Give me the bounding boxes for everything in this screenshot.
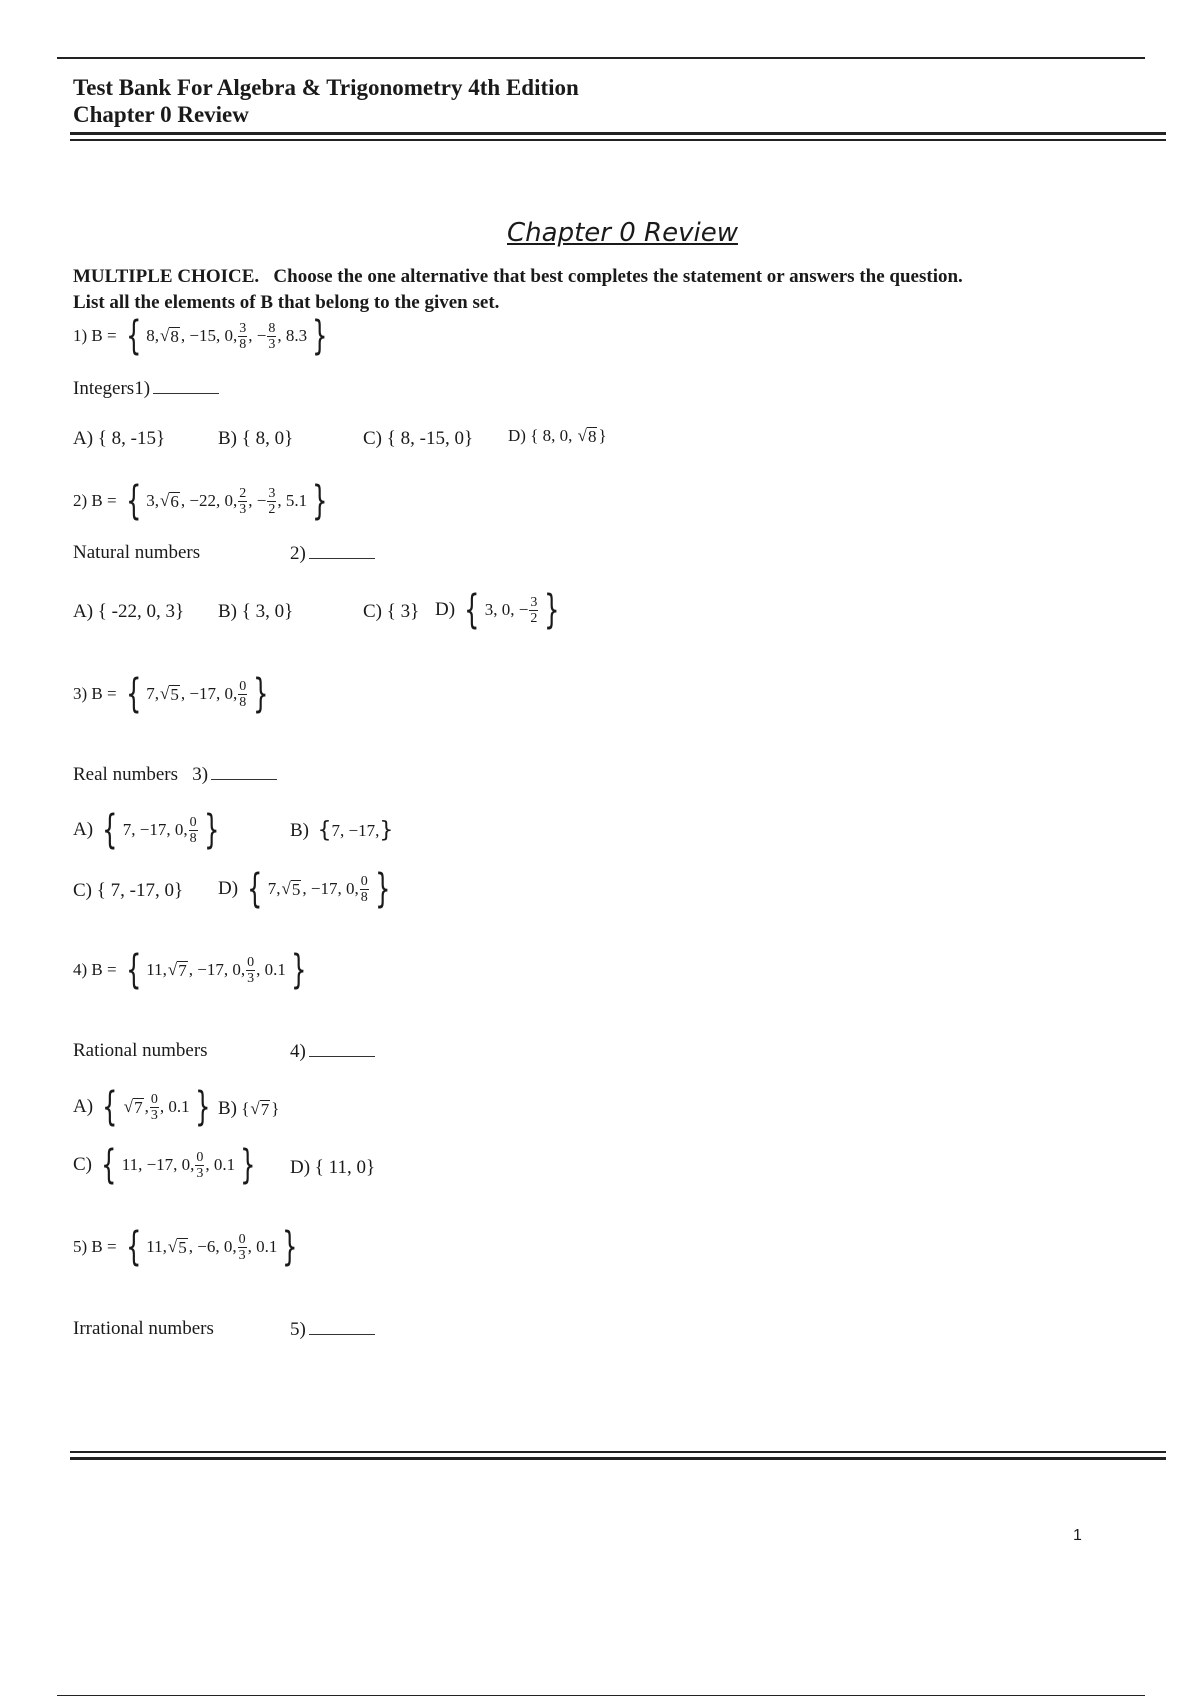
right-brace: } <box>240 1142 256 1188</box>
question-3-category <box>73 763 277 786</box>
right-brace: } <box>312 313 328 359</box>
right-brace: } <box>282 1224 298 1270</box>
fraction: $\frac{0}{8}$ <box>189 814 197 846</box>
q3-d-label: D) <box>218 878 239 899</box>
q2-d-set: 3, 0, − <box>484 600 529 619</box>
q4-c-set: 11, −17, 0, <box>121 1155 195 1174</box>
radical: √ 5 <box>281 879 301 899</box>
right-brace: } <box>194 1084 210 1130</box>
header-double-rule-bottom <box>70 139 1166 141</box>
q1-el: , 8.3 <box>277 326 308 345</box>
left-brace: { <box>125 478 142 524</box>
q1-option-b[interactable]: B) { 8, 0} <box>218 428 294 449</box>
right-brace: } <box>544 587 560 633</box>
right-brace: } <box>290 947 307 993</box>
q4-option-a[interactable]: A) { √ 7 , $\frac{0}{3}$ , 0.1 } <box>73 1084 210 1130</box>
q4-el: 11, <box>146 960 167 979</box>
q2-option-b[interactable]: B) { 3, 0} <box>218 601 294 622</box>
q3-b-set: 7, −17, <box>331 821 380 840</box>
q2-option-c[interactable]: C) { 3} <box>363 601 420 622</box>
q3-a-set: 7, −17, 0, <box>122 820 188 839</box>
q4-el: , −17, 0, <box>188 960 246 979</box>
answer-blank[interactable] <box>309 1040 375 1057</box>
fraction: $\frac{3}{2}$ <box>530 594 538 626</box>
radical: √ 7 <box>123 1097 143 1117</box>
left-brace: { <box>102 807 118 853</box>
q2-d-label: D) <box>435 599 456 620</box>
q3-el: 7, <box>146 684 160 703</box>
q1-d-close: } <box>598 426 607 445</box>
q3-option-a[interactable] <box>73 807 224 853</box>
question-5-number <box>290 1318 375 1341</box>
q1-el: , −15, 0, <box>180 326 238 345</box>
top-rule <box>57 57 1145 59</box>
fraction: $\frac{2}{3}$ <box>239 485 247 517</box>
footer-double-rule-top <box>70 1451 1166 1453</box>
radical: √ 8 <box>577 426 597 446</box>
q2-el: , 5.1 <box>277 491 308 510</box>
bottom-rule <box>57 1695 1145 1696</box>
q2-prefix: 2) B = <box>73 491 117 510</box>
instructions-line2: List all the elements of B that belong to the given set. <box>73 292 500 313</box>
q1-el: , − <box>248 326 267 345</box>
question-1-set <box>73 313 333 359</box>
question-2-set <box>73 478 333 524</box>
right-brace: } <box>374 866 391 912</box>
radical: √ 5 <box>160 684 179 704</box>
q2-number: 2) <box>290 543 306 564</box>
left-brace: { <box>102 1084 118 1130</box>
fraction: $\frac{0}{3}$ <box>238 1231 246 1263</box>
answer-blank[interactable] <box>309 542 375 559</box>
question-5-category: Irrational numbers <box>73 1318 214 1339</box>
question-2-number <box>290 542 375 565</box>
fraction: $\frac{8}{3}$ <box>268 320 276 352</box>
radical: √ 7 <box>250 1099 270 1119</box>
left-brace: { <box>125 1224 142 1270</box>
question-3-set <box>73 671 274 717</box>
radical: √ 8 <box>160 326 179 346</box>
page-title: Chapter 0 Review <box>507 218 738 248</box>
radical: √ 5 <box>167 1237 187 1257</box>
left-brace: { <box>125 313 142 359</box>
answer-blank[interactable] <box>309 1318 375 1335</box>
q3-prefix: 3) B = <box>73 684 117 703</box>
q2-el: , − <box>248 491 267 510</box>
left-brace: { <box>317 818 332 843</box>
header-subtitle: Chapter 0 Review <box>73 102 249 127</box>
q1-prefix: 1) B = <box>73 326 117 345</box>
footer-double-rule-bottom <box>70 1457 1166 1460</box>
q2-el: , −22, 0, <box>180 491 238 510</box>
left-brace: { <box>464 587 480 633</box>
fraction: $\frac{0}{3}$ <box>247 954 255 986</box>
q4-prefix: 4) B = <box>73 960 117 979</box>
q2-option-a[interactable]: A) { -22, 0, 3} <box>73 601 185 622</box>
q3-option-c[interactable]: C) { 7, -17, 0} <box>73 880 184 901</box>
left-brace: { <box>125 671 142 717</box>
question-4-number <box>290 1040 375 1063</box>
question-4-category: Rational numbers <box>73 1040 208 1061</box>
q3-option-d[interactable] <box>218 866 395 912</box>
q4-option-c[interactable] <box>73 1142 261 1188</box>
q3-d-set: , −17, 0, <box>302 879 359 898</box>
question-5-set <box>73 1224 303 1270</box>
q1-option-a[interactable]: A) { 8, -15} <box>73 428 166 449</box>
left-brace: { <box>101 1142 117 1188</box>
q3-d-set: 7, <box>267 879 281 898</box>
page-number: 1 <box>1073 1527 1082 1544</box>
q3-a-label: A) <box>73 819 94 840</box>
q1-category-label: Integers <box>73 378 135 399</box>
instructions-text: Choose the one alternative that best completes the statement or answers the question. <box>273 266 963 287</box>
q1-d-text: D) { 8, 0, <box>508 426 573 445</box>
q2-el: 3, <box>146 491 160 510</box>
q3-el: , −17, 0, <box>180 684 238 703</box>
left-brace: { <box>125 947 142 993</box>
q4-option-b[interactable]: B) { √ 7 } <box>218 1098 280 1119</box>
radical: √ 6 <box>160 491 179 511</box>
q4-a-label: A) <box>73 1096 94 1117</box>
q4-b-label: B) <box>218 1098 237 1119</box>
answer-blank[interactable] <box>153 377 219 394</box>
q2-option-d[interactable] <box>435 587 565 633</box>
mc-label: MULTIPLE CHOICE. <box>73 266 260 287</box>
right-brace: } <box>312 478 328 524</box>
header-title: Test Bank For Algebra & Trigonometry 4th Edition <box>73 75 579 100</box>
q4-number: 4) <box>290 1041 306 1062</box>
q5-el: 11, <box>146 1237 167 1256</box>
q1-option-d[interactable] <box>508 426 607 446</box>
header-double-rule-top <box>70 132 1166 135</box>
q1-option-c[interactable]: C) { 8, -15, 0} <box>363 428 474 449</box>
q4-c-post: , 0.1 <box>205 1155 236 1174</box>
answer-blank[interactable] <box>211 763 277 780</box>
question-4-set <box>73 947 311 993</box>
q5-el: , 0.1 <box>247 1237 278 1256</box>
fraction: $\frac{0}{3}$ <box>150 1091 158 1123</box>
q5-number: 5) <box>290 1319 306 1340</box>
fraction: $\frac{3}{8}$ <box>239 320 247 352</box>
radical: √ 7 <box>167 960 187 980</box>
q1-el: 8, <box>146 326 160 345</box>
fraction: $\frac{3}{2}$ <box>268 485 276 517</box>
left-brace: { <box>247 866 263 912</box>
q3-b-label: B) <box>290 820 309 841</box>
instructions-line1 <box>73 266 963 288</box>
question-1-category <box>73 377 219 400</box>
q4-a-post: , 0.1 <box>159 1097 190 1116</box>
q3-option-b[interactable] <box>290 820 393 842</box>
q3-category-label: Real numbers <box>73 764 179 785</box>
q4-c-label: C) <box>73 1154 92 1175</box>
right-brace: } <box>379 818 394 843</box>
right-brace: } <box>203 807 219 853</box>
question-2-category: Natural numbers <box>73 542 201 563</box>
q4-option-d[interactable]: D) { 11, 0} <box>290 1157 376 1178</box>
q5-prefix: 5) B = <box>73 1237 117 1256</box>
fraction: $\frac{0}{3}$ <box>196 1149 204 1181</box>
q1-number: 1) <box>134 378 151 399</box>
q4-el: , 0.1 <box>256 960 286 979</box>
right-brace: } <box>253 671 269 717</box>
fraction: $\frac{0}{8}$ <box>239 678 247 710</box>
q3-number: 3) <box>192 764 209 785</box>
q5-el: , −6, 0, <box>188 1237 237 1256</box>
fraction: $\frac{0}{8}$ <box>360 873 368 905</box>
